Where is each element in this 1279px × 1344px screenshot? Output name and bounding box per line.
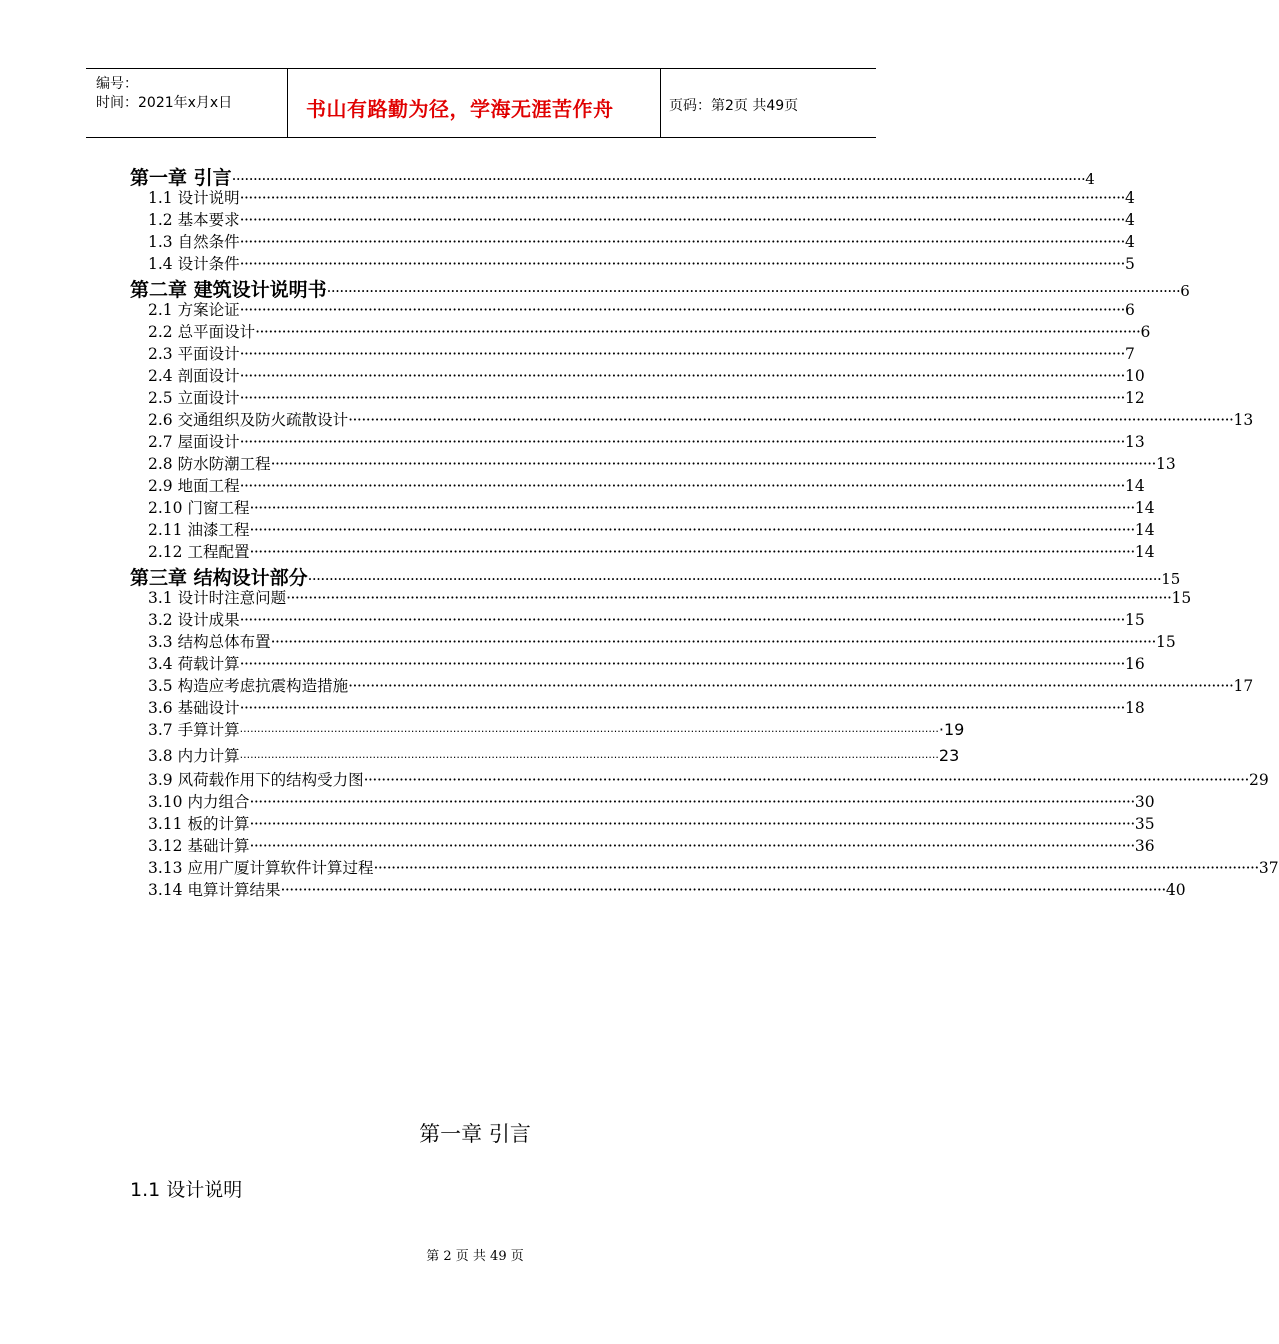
toc-entry-page: 14 — [1134, 499, 1155, 517]
toc-leader-dots: ········································································································································································································ — [255, 323, 1141, 341]
toc-leader-dots: ········································································································································································································ — [239, 655, 1125, 673]
toc-leader-dots: ········································································································································································································ — [249, 837, 1135, 855]
toc-leader-dots: ········································································································································································································ — [239, 211, 1125, 229]
toc-leader-dots: ········································································································································································································ — [239, 725, 939, 738]
toc-entry-title: 1.3 自然条件 — [148, 233, 240, 251]
toc-entry-title: 2.4 剖面设计 — [148, 367, 240, 385]
toc-entry-page: 6 — [1180, 282, 1190, 300]
toc-entry-page: 5 — [1124, 255, 1135, 273]
header-page-cell — [661, 69, 876, 137]
toc-section-entry[interactable] — [148, 186, 1135, 208]
toc-leader-dots: ········································································································································································································ — [249, 521, 1135, 539]
toc-entry-title: 1.1 设计说明 — [148, 189, 240, 207]
toc-section-entry[interactable] — [148, 230, 1135, 252]
toc-section-entry[interactable] — [148, 608, 1145, 630]
page-header — [86, 68, 876, 138]
toc-leader-dots: ········································································································································································································ — [270, 455, 1156, 473]
toc-entry-title: 3.12 基础计算 — [148, 837, 250, 855]
toc-section-entry[interactable] — [148, 252, 1135, 274]
toc-entry-title: 2.6 交通组织及防火疏散设计 — [148, 411, 349, 429]
toc-section-entry[interactable] — [148, 474, 1145, 496]
toc-entry-title: 2.3 平面设计 — [148, 345, 240, 363]
toc-section-entry[interactable] — [148, 790, 1155, 812]
toc-entry-title: 2.9 地面工程 — [148, 477, 240, 495]
toc-leader-dots: ········································································································································································································ — [239, 345, 1125, 363]
toc-section-entry[interactable] — [148, 812, 1155, 834]
page-footer: 第 2 页 共 49 页 — [426, 1249, 524, 1264]
toc-section-entry[interactable] — [148, 320, 1151, 342]
toc-entry-title: 2.5 立面设计 — [148, 389, 240, 407]
toc-leader-dots: ········································································································································································································ — [280, 881, 1166, 899]
toc-chapter-entry[interactable] — [130, 275, 1190, 301]
toc-entry-page: 23 — [938, 746, 960, 765]
toc-entry-title: 3.6 基础设计 — [148, 699, 240, 717]
toc-entry-page: 15 — [1161, 570, 1181, 588]
toc-leader-dots: ········································································································································································································ — [231, 170, 1086, 188]
toc-entry-page: 17 — [1233, 677, 1254, 695]
toc-entry-title: 2.7 屋面设计 — [148, 433, 240, 451]
toc-entry-page: ·19 — [938, 720, 965, 739]
toc-section-entry[interactable] — [148, 298, 1135, 320]
toc-entry-title: 1.4 设计条件 — [148, 255, 240, 273]
toc-section-entry[interactable] — [148, 696, 1145, 718]
toc-leader-dots: ········································································································································································································ — [249, 793, 1135, 811]
toc-leader-dots: ········································································································································································································ — [239, 433, 1125, 451]
toc-section-entry[interactable] — [148, 768, 1269, 790]
toc-entry-title: 3.8 内力计算 — [148, 747, 240, 765]
toc-entry-title: 3.13 应用广厦计算软件计算过程 — [148, 859, 374, 877]
toc-entry-title: 2.12 工程配置 — [148, 543, 250, 561]
toc-section-entry[interactable] — [148, 674, 1254, 696]
section-heading: 1.1 设计说明 — [130, 1179, 243, 1201]
toc-entry-title: 3.3 结构总体布置 — [148, 633, 271, 651]
toc-entry-page: 15 — [1155, 633, 1176, 651]
toc-leader-dots: ········································································································································································································ — [239, 389, 1125, 407]
toc-entry-page: 36 — [1134, 837, 1155, 855]
toc-entry-title: 2.1 方案论证 — [148, 301, 240, 319]
toc-section-entry[interactable] — [148, 834, 1155, 856]
toc-entry-title: 2.10 门窗工程 — [148, 499, 250, 517]
toc-entry-page: 15 — [1124, 611, 1145, 629]
toc-entry-page: 13 — [1124, 433, 1145, 451]
toc-entry-page: 14 — [1124, 477, 1145, 495]
toc-entry-page: 6 — [1124, 301, 1135, 319]
toc-entry-page: 30 — [1134, 793, 1155, 811]
toc-leader-dots: ········································································································································································································ — [239, 255, 1125, 273]
header-motto: 书山有路勤为径，学海无涯苦作舟 — [306, 97, 614, 121]
toc-entry-page: 35 — [1134, 815, 1155, 833]
toc-leader-dots: ········································································································································································································ — [239, 189, 1125, 207]
toc-entry-page: 6 — [1140, 323, 1151, 341]
toc-section-entry[interactable] — [148, 856, 1279, 878]
toc-section-entry[interactable] — [148, 586, 1192, 608]
toc-leader-dots: ········································································································································································································ — [239, 699, 1125, 717]
toc-entry-title: 3.14 电算计算结果 — [148, 881, 281, 899]
toc-entry-page: 4 — [1124, 211, 1135, 229]
toc-section-entry[interactable] — [148, 718, 965, 740]
toc-chapter-entry[interactable] — [130, 563, 1181, 589]
toc-leader-dots: ········································································································································································································ — [239, 611, 1125, 629]
toc-leader-dots: ········································································································································································································ — [239, 751, 939, 764]
toc-section-entry[interactable] — [148, 364, 1145, 386]
toc-entry-title: 3.4 荷载计算 — [148, 655, 240, 673]
toc-entry-page: 12 — [1124, 389, 1145, 407]
toc-entry-title: 2.2 总平面设计 — [148, 323, 256, 341]
toc-entry-title: 3.7 手算计算 — [148, 721, 240, 739]
toc-entry-page: 10 — [1124, 367, 1145, 385]
toc-leader-dots: ········································································································································································································ — [239, 477, 1125, 495]
header-meta-cell — [86, 69, 288, 137]
toc-section-entry[interactable] — [148, 878, 1186, 900]
toc-leader-dots: ········································································································································································································ — [363, 771, 1249, 789]
toc-entry-title: 3.10 内力组合 — [148, 793, 250, 811]
toc-entry-page: 7 — [1124, 345, 1135, 363]
toc-entry-title: 3.9 风荷载作用下的结构受力图 — [148, 771, 364, 789]
toc-entry-page: 16 — [1124, 655, 1145, 673]
toc-leader-dots: ········································································································································································································ — [239, 367, 1125, 385]
toc-entry-page: 29 — [1248, 771, 1269, 789]
toc-entry-page: 15 — [1171, 589, 1192, 607]
toc-leader-dots: ········································································································································································································ — [249, 499, 1135, 517]
toc-entry-title: 3.11 板的计算 — [148, 815, 250, 833]
toc-entry-title: 2.8 防水防潮工程 — [148, 455, 271, 473]
header-page-label: 页码：第2页 共49页 — [669, 98, 799, 114]
toc-section-entry[interactable] — [148, 630, 1176, 652]
toc-section-entry[interactable] — [148, 342, 1135, 364]
toc-entry-page: 4 — [1124, 233, 1135, 251]
toc-section-entry[interactable] — [148, 208, 1135, 230]
header-motto-cell — [288, 69, 661, 137]
toc-entry-title: 1.2 基本要求 — [148, 211, 240, 229]
document-number-label: 编号： — [96, 76, 138, 92]
toc-leader-dots: ········································································································································································································ — [373, 859, 1259, 877]
toc-leader-dots: ········································································································································································································ — [307, 570, 1162, 588]
toc-entry-page: 18 — [1124, 699, 1145, 717]
toc-section-entry[interactable] — [148, 518, 1155, 540]
toc-leader-dots: ········································································································································································································ — [286, 589, 1172, 607]
toc-leader-dots: ········································································································································································································ — [348, 411, 1234, 429]
toc-section-entry[interactable] — [148, 386, 1145, 408]
toc-entry-page: 13 — [1155, 455, 1176, 473]
toc-leader-dots: ········································································································································································································ — [249, 815, 1135, 833]
toc-section-entry[interactable] — [148, 652, 1145, 674]
toc-entry-title: 第一章 引言 — [130, 167, 232, 189]
toc-leader-dots: ········································································································································································································ — [270, 633, 1156, 651]
toc-entry-page: 13 — [1233, 411, 1254, 429]
toc-entry-page: 40 — [1165, 881, 1186, 899]
toc-entry-page: 4 — [1124, 189, 1135, 207]
toc-section-entry[interactable] — [148, 408, 1254, 430]
toc-leader-dots: ········································································································································································································ — [348, 677, 1234, 695]
toc-leader-dots: ········································································································································································································ — [249, 543, 1135, 561]
toc-entry-page: 4 — [1085, 170, 1095, 188]
toc-entry-page: 14 — [1134, 521, 1155, 539]
toc-leader-dots: ········································································································································································································ — [239, 233, 1125, 251]
toc-entry-page: 14 — [1134, 543, 1155, 561]
toc-entry-page: 37 — [1258, 859, 1279, 877]
toc-entry-title: 第二章 建筑设计说明书 — [130, 279, 327, 301]
toc-entry-title: 3.2 设计成果 — [148, 611, 240, 629]
toc-entry-title: 3.5 构造应考虑抗震构造措施 — [148, 677, 349, 695]
toc-section-entry[interactable] — [148, 452, 1176, 474]
toc-leader-dots: ········································································································································································································ — [239, 301, 1125, 319]
toc-chapter-entry[interactable] — [130, 163, 1095, 189]
toc-entry-title: 2.11 油漆工程 — [148, 521, 250, 539]
toc-section-entry[interactable] — [148, 540, 1155, 562]
toc-section-entry[interactable] — [148, 496, 1155, 518]
chapter-heading: 第一章 引言 — [419, 1122, 531, 1146]
toc-section-entry[interactable] — [148, 744, 960, 766]
toc-entry-title: 第三章 结构设计部分 — [130, 567, 308, 589]
document-time-label: 时间：2021年x月x日 — [96, 95, 233, 111]
toc-leader-dots: ········································································································································································································ — [326, 282, 1181, 300]
toc-entry-title: 3.1 设计时注意问题 — [148, 589, 287, 607]
toc-section-entry[interactable] — [148, 430, 1145, 452]
